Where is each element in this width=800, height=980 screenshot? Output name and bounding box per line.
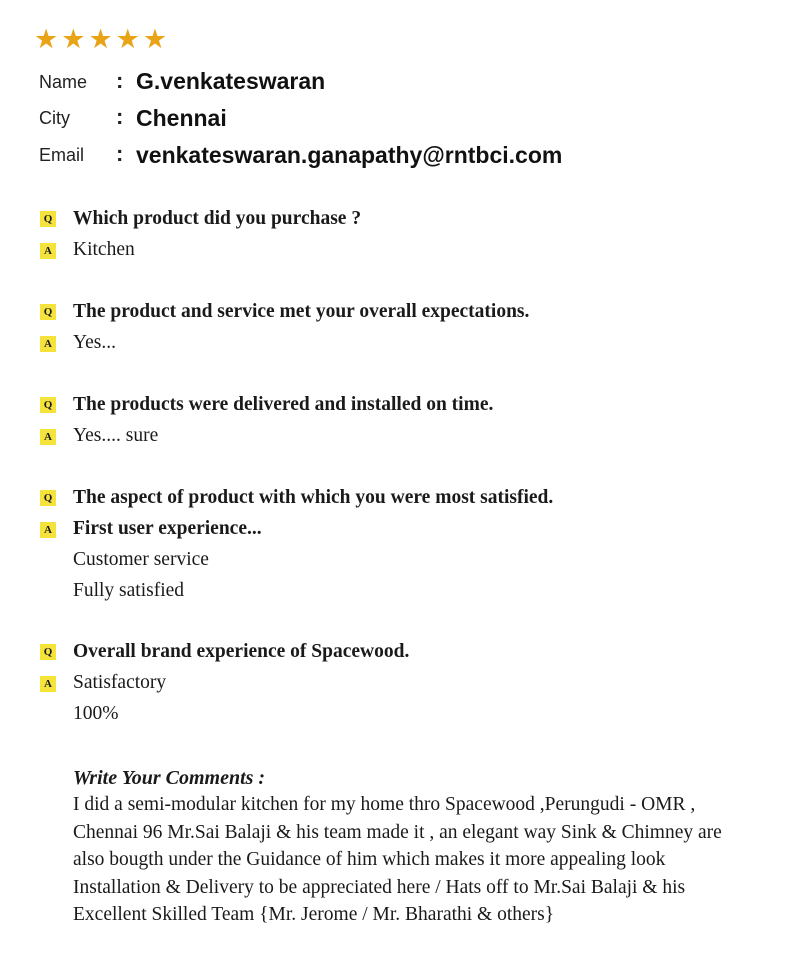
star-icon: ★	[115, 24, 140, 55]
name-separator: :	[116, 68, 124, 93]
comments-section	[73, 765, 798, 929]
name-label: Name	[39, 72, 88, 92]
question-badge: Q	[40, 304, 56, 320]
answer-text: First user experience...	[73, 518, 262, 539]
answer-text: Yes...	[73, 332, 116, 353]
customer-name: G.venkateswaran	[136, 68, 326, 94]
question-text: Which product did you purchase ?	[73, 208, 362, 229]
answer-text: Customer service	[73, 549, 209, 570]
answer-badge: A	[40, 336, 56, 352]
comments-title: Write Your Comments :	[73, 767, 266, 789]
star-icon: ★	[142, 24, 168, 55]
answer-text: 100%	[73, 703, 119, 724]
customer-city: Chennai	[136, 105, 227, 131]
answer-badge: A	[40, 522, 56, 538]
answer-badge: A	[40, 243, 56, 259]
star-icon: ★	[88, 24, 113, 55]
question-badge: Q	[40, 490, 56, 506]
question-badge: Q	[40, 644, 56, 660]
answer-text: Yes.... sure	[73, 425, 159, 446]
comment-line: also bougth under the Guidance of him which makes it more appealing look	[73, 849, 666, 870]
city-separator: :	[116, 104, 124, 129]
comment-line: Excellent Skilled Team {Mr. Jerome / Mr. Bharathi & others}	[73, 904, 555, 925]
answer-badge: A	[40, 429, 56, 445]
email-separator: :	[116, 141, 124, 166]
customer-email: venkateswaran.ganapathy@rntbci.com	[136, 142, 563, 168]
comment-line: I did a semi-modular kitchen for my home thro Spacewood ,Perungudi - OMR ,	[73, 794, 696, 815]
city-label: City	[39, 108, 70, 128]
question-text: The aspect of product with which you were most satisfied.	[73, 487, 554, 508]
question-text: The product and service met your overall expectations.	[73, 301, 530, 322]
answer-text: Satisfactory	[73, 672, 167, 693]
question-text: The products were delivered and installed on time.	[73, 394, 494, 415]
answer-text: Kitchen	[73, 239, 135, 260]
question-text: Overall brand experience of Spacewood.	[73, 641, 410, 662]
answer-text: Fully satisfied	[73, 580, 185, 601]
answer-badge: A	[40, 676, 56, 692]
star-icon: ★	[34, 24, 59, 55]
comment-line: Installation & Delivery to be appreciated here / Hats off to Mr.Sai Balaji & his	[73, 876, 686, 898]
question-badge: Q	[40, 211, 56, 227]
star-rating	[34, 26, 167, 54]
question-badge: Q	[40, 397, 56, 413]
star-icon: ★	[61, 24, 86, 55]
email-label: Email	[39, 145, 85, 165]
comment-line: Chennai 96 Mr.Sai Balaji & his team made it , an elegant way Sink & Chimney are	[73, 821, 722, 843]
